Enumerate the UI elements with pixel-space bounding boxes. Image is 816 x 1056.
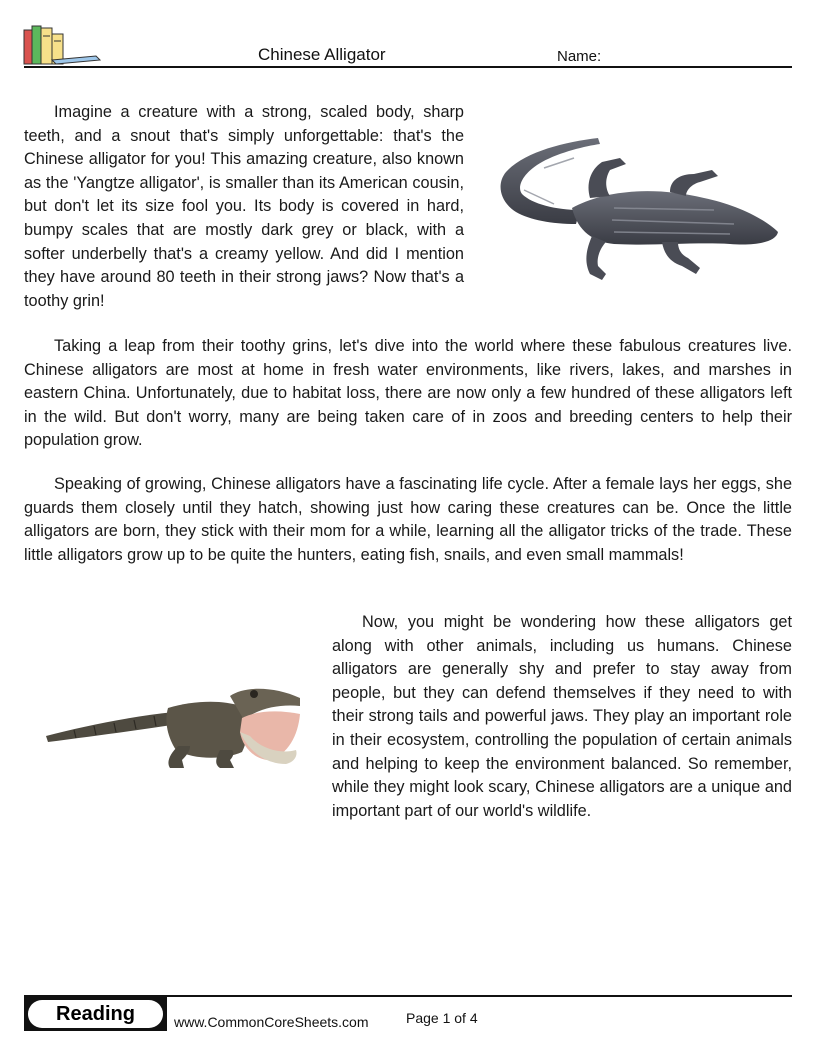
article-paragraph: Speaking of growing, Chinese alligators have a fascinating life cycle. After a female lays her eggs, she guards them closely until they hatch, showing just how caring these creatures can be. Once the little alligators are born, they stick with their mom for a while, learning all the alligator tricks of the trade. These little alligators grow up to be quite the hunters, eating fish, snails, and even small mammals! <box>24 475 792 564</box>
site-url: www.CommonCoreSheets.com <box>174 1014 369 1030</box>
books-logo-icon <box>22 24 102 68</box>
article-paragraph: Imagine a creature with a strong, scaled body, sharp teeth, and a snout that's simply unforgettable: that's the Chinese alligator for you! This amazing creature, also known as the 'Yangtze alligator', is smaller than its American cousin, but don't let its size fool you. Its body is covered in hard, bumpy scales that are mostly dark grey or black, with a softer underbelly that's a creamy yellow. And did I mention they have around 80 teeth in their strong jaws? Now that's a toothy grin! <box>24 103 464 310</box>
reading-badge-label: Reading <box>28 1000 163 1028</box>
article-paragraph: Now, you might be wondering how these alligators get along with other animals, including us humans. Chinese alligators are generally shy and prefer to stay away from people, but they can defend themselves if they need to with their strong tails and powerful jaws. They play an important role in their ecosystem, controlling the population of certain animals and helping to keep the environment balanced. So remember, while they might look scary, Chinese alligators are a unique and important part of our world's wildlife. <box>332 613 792 820</box>
alligator-open-mouth-image <box>44 680 306 772</box>
alligator-top-view-image <box>494 128 784 288</box>
header-divider <box>24 66 792 68</box>
page-number: Page 1 of 4 <box>406 1010 478 1026</box>
article-paragraph: Taking a leap from their toothy grins, let's dive into the world where these fabulous creatures live. Chinese alligators are most at home in fresh water environments, like rivers, lakes, and marshes in eastern China. Unfortunately, due to habitat loss, there are now only a few hundred of these alligators left in the wild. But don't worry, many are being taken care of in zoos and breeding centers to help their population grow. <box>24 337 792 450</box>
page-title: Chinese Alligator <box>258 45 386 64</box>
name-label: Name: <box>557 48 602 65</box>
